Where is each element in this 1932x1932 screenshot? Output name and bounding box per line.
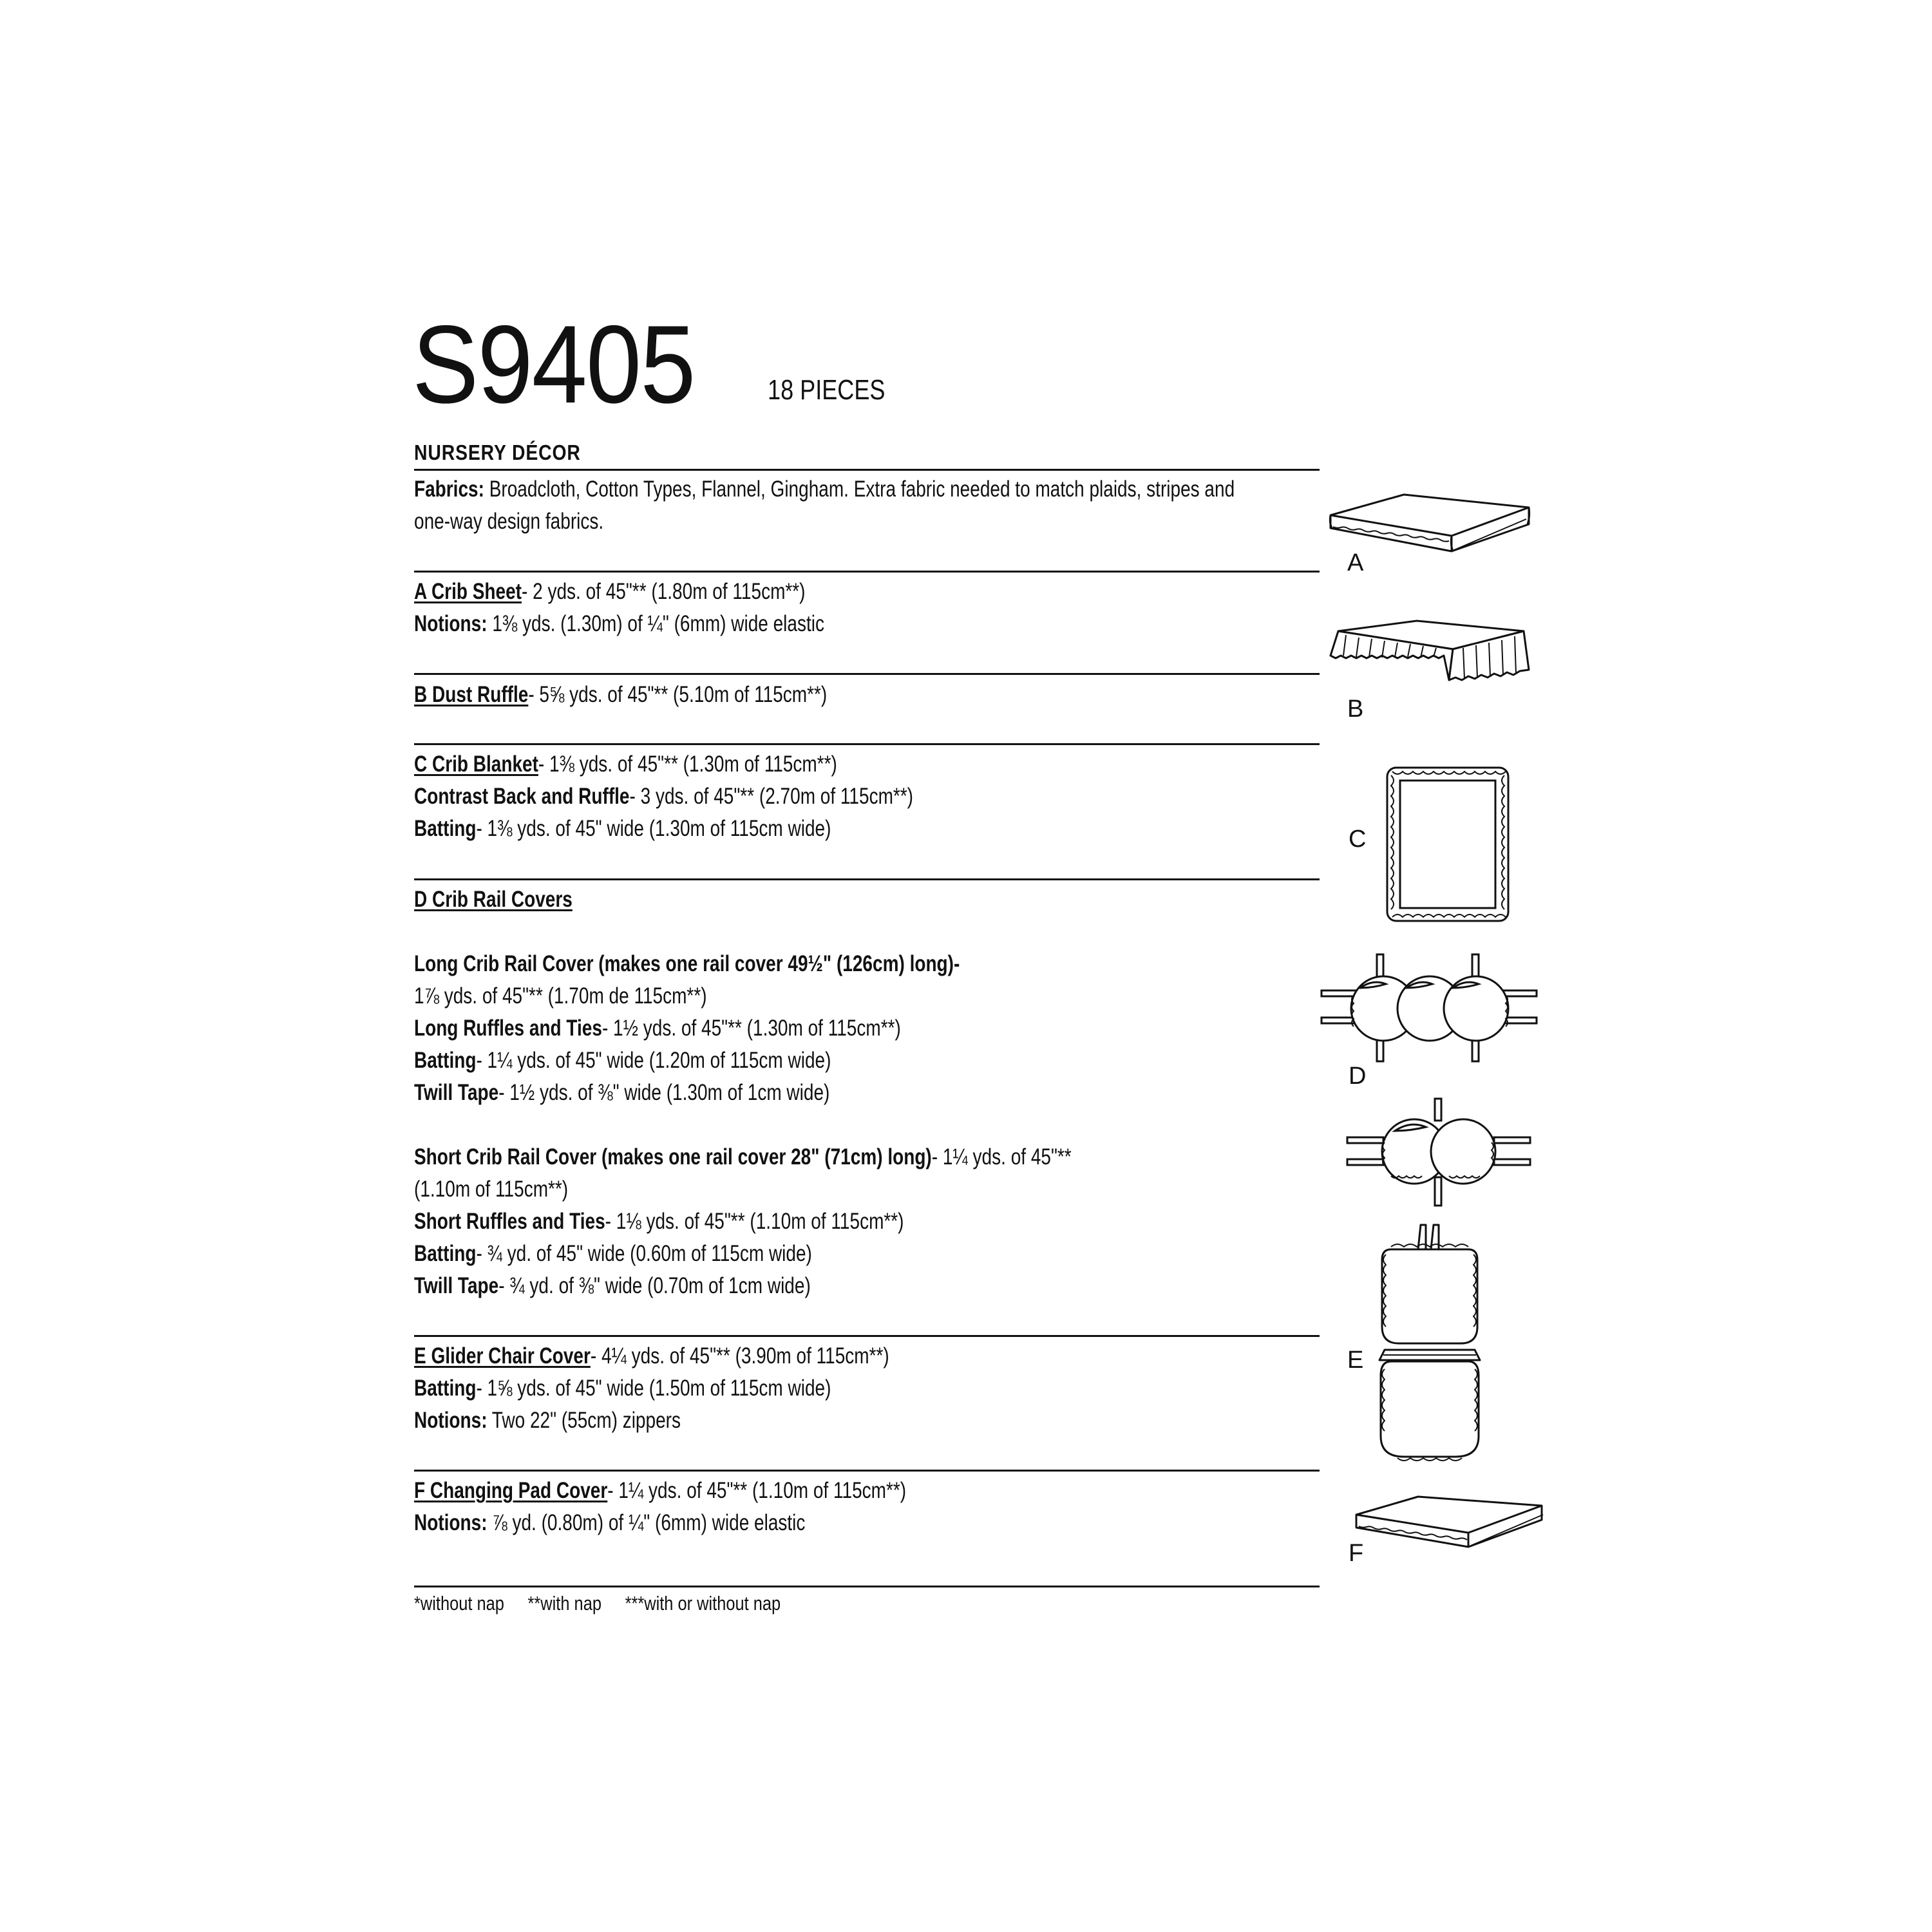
- glider-chair-cover-illustration: [1372, 1224, 1488, 1462]
- notions-label: Notions:: [414, 611, 488, 636]
- footnote-without-nap: *without nap: [414, 1592, 504, 1615]
- long-rail-cover-illustration: [1320, 953, 1539, 1063]
- long-twill-yardage: - 1½ yds. of ⅜" wide (1.30m of 1cm wide): [498, 1080, 830, 1105]
- short-rail-yardage-line2: (1.10m of 115cm**): [414, 1177, 569, 1202]
- divider-rule: [414, 743, 1320, 745]
- notions-label: Notions:: [414, 1408, 488, 1433]
- view-f-notions: ⅞ yd. (0.80m) of ¼" (6mm) wide elastic: [487, 1510, 806, 1535]
- footnote-with-nap: **with nap: [527, 1592, 601, 1615]
- short-ruffles-yardage: - 1⅛ yds. of 45"** (1.10m of 115cm**): [605, 1209, 904, 1234]
- crib-blanket-illustration: [1383, 764, 1512, 925]
- batting-label: Batting: [414, 1376, 477, 1401]
- pattern-category: NURSERY DÉCOR: [414, 440, 581, 464]
- short-batting-label: Batting: [414, 1241, 477, 1266]
- view-c-title: C Crib Blanket: [414, 752, 538, 777]
- view-d-letter: D: [1349, 1063, 1367, 1090]
- long-twill-label: Twill Tape: [414, 1080, 499, 1105]
- view-e-letter: E: [1347, 1347, 1364, 1374]
- long-rail-yardage: 1⅞ yds. of 45"** (1.70m de 115cm**): [414, 983, 707, 1009]
- view-f-yardage: - 1¼ yds. of 45"** (1.10m of 115cm**): [607, 1478, 907, 1503]
- view-a-notions: 1⅜ yds. (1.30m) of ¼" (6mm) wide elastic: [487, 611, 824, 636]
- view-b-yardage: - 5⅝ yds. of 45"** (5.10m of 115cm**): [528, 682, 828, 707]
- short-rail-cover-illustration: [1346, 1097, 1533, 1207]
- fabrics-label: Fabrics:: [414, 477, 484, 502]
- view-a-section: [414, 576, 1321, 640]
- footnote-with-or-without-nap: ***with or without nap: [625, 1592, 781, 1615]
- view-e-title: E Glider Chair Cover: [414, 1343, 591, 1368]
- short-twill-yardage: - ¾ yd. of ⅜" wide (0.70m of 1cm wide): [498, 1273, 811, 1298]
- view-e-batting: - 1⅝ yds. of 45" wide (1.50m of 115cm wide): [476, 1376, 831, 1401]
- view-b-letter: B: [1347, 696, 1364, 723]
- view-e-yardage: - 4¼ yds. of 45"** (3.90m of 115cm**): [590, 1343, 889, 1368]
- short-batting-yardage: - ¾ yd. of 45" wide (0.60m of 115cm wide): [476, 1241, 812, 1266]
- view-d-section: [414, 884, 1321, 1302]
- view-c-yardage: - 1⅜ yds. of 45"** (1.30m of 115cm**): [538, 752, 837, 777]
- view-f-section: [414, 1475, 1321, 1539]
- view-e-notions: Two 22" (55cm) zippers: [487, 1408, 681, 1433]
- view-c-contrast: - 3 yds. of 45"** (2.70m of 115cm**): [629, 784, 914, 809]
- piece-count: 18 PIECES: [768, 374, 886, 406]
- short-ruffles-label: Short Ruffles and Ties: [414, 1209, 605, 1234]
- view-f-letter: F: [1349, 1540, 1364, 1567]
- view-a-letter: A: [1347, 549, 1364, 576]
- notions-label: Notions:: [414, 1510, 488, 1535]
- fabrics-text: Broadcloth, Cotton Types, Flannel, Gingham. Extra fabric needed to match plaids, stripes and: [484, 477, 1235, 502]
- short-rail-label: Short Crib Rail Cover (makes one rail cover 28" (71cm) long): [414, 1144, 932, 1170]
- view-d-title: D Crib Rail Covers: [414, 887, 573, 912]
- view-a-yardage: - 2 yds. of 45"** (1.80m of 115cm**): [522, 579, 806, 604]
- batting-label: Batting: [414, 816, 477, 841]
- short-twill-label: Twill Tape: [414, 1273, 499, 1298]
- divider-rule: [414, 469, 1320, 471]
- view-e-section: [414, 1340, 1321, 1437]
- view-a-title: A Crib Sheet: [414, 579, 522, 604]
- contrast-label: Contrast Back and Ruffle: [414, 784, 630, 809]
- fabrics-text-line2: one-way design fabrics.: [414, 509, 604, 534]
- long-batting-yardage: - 1¼ yds. of 45" wide (1.20m of 115cm wide): [476, 1048, 831, 1073]
- view-b-section: [414, 679, 1321, 711]
- divider-rule: [414, 673, 1320, 675]
- divider-rule: [414, 1335, 1320, 1337]
- divider-rule: [414, 571, 1320, 573]
- divider-rule: [414, 1586, 1320, 1587]
- view-f-title: F Changing Pad Cover: [414, 1478, 608, 1503]
- long-batting-label: Batting: [414, 1048, 477, 1073]
- view-c-letter: C: [1349, 826, 1367, 853]
- pattern-number: S9405: [412, 303, 695, 426]
- view-b-title: B Dust Ruffle: [414, 682, 529, 707]
- long-ruffles-label: Long Ruffles and Ties: [414, 1016, 602, 1041]
- short-rail-yardage: - 1¼ yds. of 45"**: [931, 1144, 1072, 1170]
- long-rail-label: Long Crib Rail Cover (makes one rail cover 49½" (126cm) long)-: [414, 951, 960, 976]
- view-c-batting: - 1⅜ yds. of 45" wide (1.30m of 115cm wide): [476, 816, 831, 841]
- long-ruffles-yardage: - 1½ yds. of 45"** (1.30m of 115cm**): [601, 1016, 901, 1041]
- divider-rule: [414, 878, 1320, 880]
- changing-pad-cover-illustration: [1352, 1493, 1546, 1570]
- fabrics-section: [414, 473, 1321, 538]
- footnotes: [414, 1592, 800, 1615]
- view-c-section: [414, 748, 1321, 845]
- divider-rule: [414, 1470, 1320, 1472]
